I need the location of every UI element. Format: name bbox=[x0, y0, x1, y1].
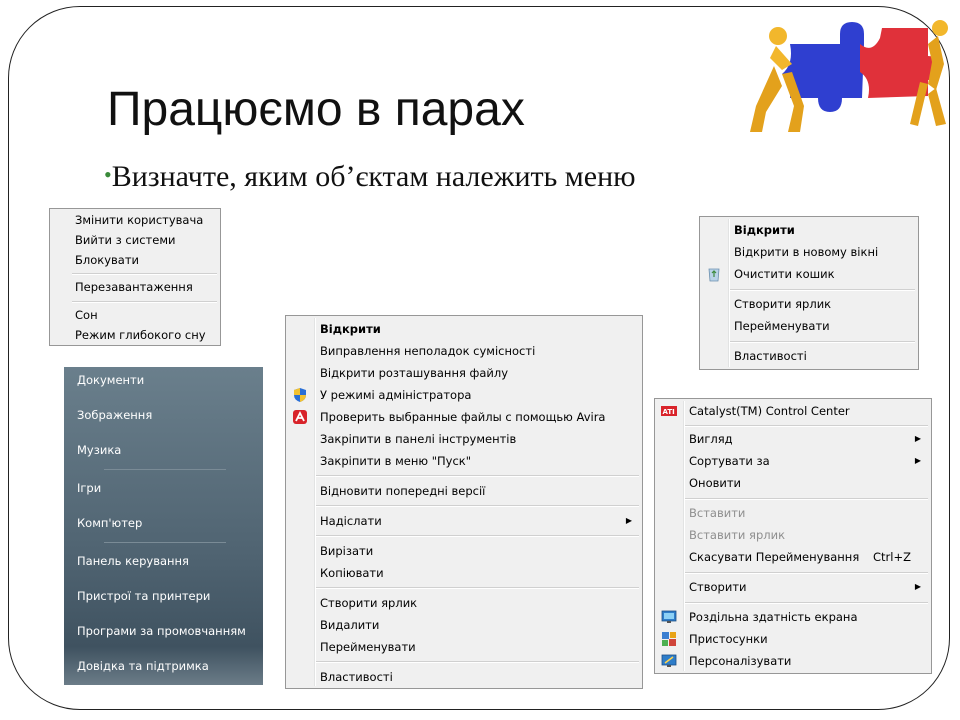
menu-item-rename[interactable]: Перейменувати bbox=[320, 640, 416, 654]
recycle-bin-context-menu bbox=[699, 216, 919, 370]
ati-logo-icon bbox=[661, 403, 677, 419]
menu-item-label: У режимі адміністратора bbox=[320, 388, 472, 402]
menu-item-paste-shortcut: Вставити ярлик bbox=[689, 528, 786, 542]
menu-item-personalize[interactable] bbox=[655, 650, 931, 672]
shutdown-submenu bbox=[49, 208, 221, 346]
menu-item-rename[interactable]: Перейменувати bbox=[734, 319, 830, 333]
menu-separator bbox=[316, 505, 639, 507]
menu-separator bbox=[730, 341, 915, 343]
menu-item-restore-versions[interactable]: Відновити попередні версії bbox=[320, 484, 486, 498]
menu-item-hibernate[interactable]: Режим глибокого сну bbox=[75, 328, 206, 342]
menu-item-label: Вигляд bbox=[689, 432, 733, 446]
menu-item-paste: Вставити bbox=[689, 506, 746, 520]
menu-separator bbox=[685, 602, 928, 604]
menu-item-properties[interactable]: Властивості bbox=[320, 670, 393, 684]
menu-item-open[interactable]: Відкрити bbox=[734, 223, 795, 237]
menu-item-label: Створити bbox=[689, 580, 747, 594]
menu-item-open-file-location[interactable]: Відкрити розташування файлу bbox=[320, 366, 509, 380]
menu-item-sort-by[interactable] bbox=[655, 450, 931, 472]
menu-item-shortcut: Ctrl+Z bbox=[873, 550, 911, 564]
svg-text:ATI: ATI bbox=[662, 408, 675, 416]
start-item-control-panel[interactable]: Панель керування bbox=[77, 554, 189, 568]
menu-item-label: Персоналізувати bbox=[689, 654, 792, 668]
menu-item-gadgets[interactable] bbox=[655, 628, 931, 650]
menu-item-undo-rename[interactable] bbox=[655, 546, 931, 568]
menu-item-run-as-admin[interactable] bbox=[286, 384, 642, 406]
menu-item-pin-start[interactable]: Закріпити в меню "Пуск" bbox=[320, 454, 472, 468]
start-item-pictures[interactable]: Зображення bbox=[77, 408, 153, 422]
menu-separator bbox=[72, 273, 217, 275]
menu-item-create-shortcut[interactable]: Створити ярлик bbox=[320, 596, 418, 610]
menu-item-properties[interactable]: Властивості bbox=[734, 349, 807, 363]
menu-item-scan-avira[interactable] bbox=[286, 406, 642, 428]
menu-item-cut[interactable]: Вирізати bbox=[320, 544, 374, 558]
start-item-devices-printers[interactable]: Пристрої та принтери bbox=[77, 589, 211, 603]
gadgets-icon bbox=[661, 631, 677, 647]
menu-item-delete[interactable]: Видалити bbox=[320, 618, 380, 632]
menu-item-label: Скасувати Перейменування bbox=[689, 550, 860, 564]
menu-separator bbox=[730, 289, 915, 291]
menu-item-label: Очистити кошик bbox=[734, 267, 835, 281]
start-item-music[interactable]: Музика bbox=[77, 443, 122, 457]
menu-item-log-off[interactable]: Вийти з системи bbox=[75, 233, 176, 247]
uac-shield-icon bbox=[292, 387, 308, 403]
desktop-context-menu bbox=[654, 398, 932, 674]
avira-umbrella-icon bbox=[292, 409, 308, 425]
menu-item-new[interactable] bbox=[655, 576, 931, 598]
display-resolution-icon bbox=[661, 609, 677, 625]
submenu-arrow-icon: ▶ bbox=[914, 582, 921, 591]
start-item-default-programs[interactable]: Програми за промовчанням bbox=[77, 624, 246, 638]
menu-item-open[interactable]: Відкрити bbox=[320, 322, 381, 336]
menu-item-lock[interactable]: Блокувати bbox=[75, 253, 140, 267]
menu-item-label: Роздільна здатність екрана bbox=[689, 610, 858, 624]
menu-separator bbox=[685, 572, 928, 574]
menu-item-sleep[interactable]: Сон bbox=[75, 308, 98, 322]
menu-item-restart[interactable]: Перезавантаження bbox=[75, 280, 193, 294]
personalize-icon bbox=[661, 653, 677, 669]
submenu-arrow-icon: ▶ bbox=[625, 516, 632, 525]
menu-item-label: Надіслати bbox=[320, 514, 382, 528]
menu-item-label: Catalyst(TM) Control Center bbox=[689, 404, 850, 418]
menu-item-pin-taskbar[interactable]: Закріпити в панелі інструментів bbox=[320, 432, 517, 446]
menu-item-label: Пристосунки bbox=[689, 632, 768, 646]
menu-separator bbox=[685, 425, 928, 427]
menu-item-label: Сортувати за bbox=[689, 454, 770, 468]
menu-item-screen-resolution[interactable] bbox=[655, 606, 931, 628]
submenu-arrow-icon: ▶ bbox=[914, 456, 921, 465]
start-item-documents[interactable]: Документи bbox=[77, 373, 145, 387]
submenu-arrow-icon: ▶ bbox=[914, 434, 921, 443]
start-item-computer[interactable]: Комп'ютер bbox=[77, 516, 143, 530]
menu-item-catalyst[interactable] bbox=[655, 400, 931, 422]
start-menu-separator bbox=[104, 469, 226, 470]
menu-separator bbox=[316, 535, 639, 537]
menu-item-create-shortcut[interactable]: Створити ярлик bbox=[734, 297, 832, 311]
menu-item-open-new-window[interactable]: Відкрити в новому вікні bbox=[734, 245, 879, 259]
menu-item-refresh[interactable]: Оновити bbox=[689, 476, 742, 490]
slide-bullet-text: Визначте, яким об’єктам належить меню bbox=[111, 160, 636, 193]
start-item-help-support[interactable]: Довідка та підтримка bbox=[77, 659, 209, 673]
menu-item-label: Проверить выбранные файлы с помощью Avira bbox=[320, 410, 606, 424]
menu-item-troubleshoot-compatibility[interactable]: Виправлення неполадок сумісності bbox=[320, 344, 536, 358]
menu-item-empty-recycle-bin[interactable] bbox=[700, 263, 918, 285]
start-item-games[interactable]: Ігри bbox=[77, 481, 102, 495]
slide-bullet bbox=[104, 160, 636, 194]
menu-item-view[interactable] bbox=[655, 428, 931, 450]
menu-separator bbox=[316, 587, 639, 589]
file-context-menu bbox=[285, 315, 643, 689]
menu-separator bbox=[685, 498, 928, 500]
start-menu-right-pane bbox=[64, 367, 263, 685]
menu-separator bbox=[316, 661, 639, 663]
menu-separator bbox=[72, 301, 217, 303]
slide-title: Працюємо в парах bbox=[107, 83, 525, 136]
puzzle-figures-illustration bbox=[732, 14, 954, 136]
menu-item-send-to[interactable] bbox=[286, 510, 642, 532]
bullet-dot: • bbox=[104, 162, 112, 187]
start-menu-separator bbox=[104, 542, 226, 543]
menu-item-switch-user[interactable]: Змінити користувача bbox=[75, 213, 204, 227]
menu-item-copy[interactable]: Копіювати bbox=[320, 566, 384, 580]
recycle-bin-icon bbox=[706, 266, 722, 282]
menu-separator bbox=[316, 475, 639, 477]
